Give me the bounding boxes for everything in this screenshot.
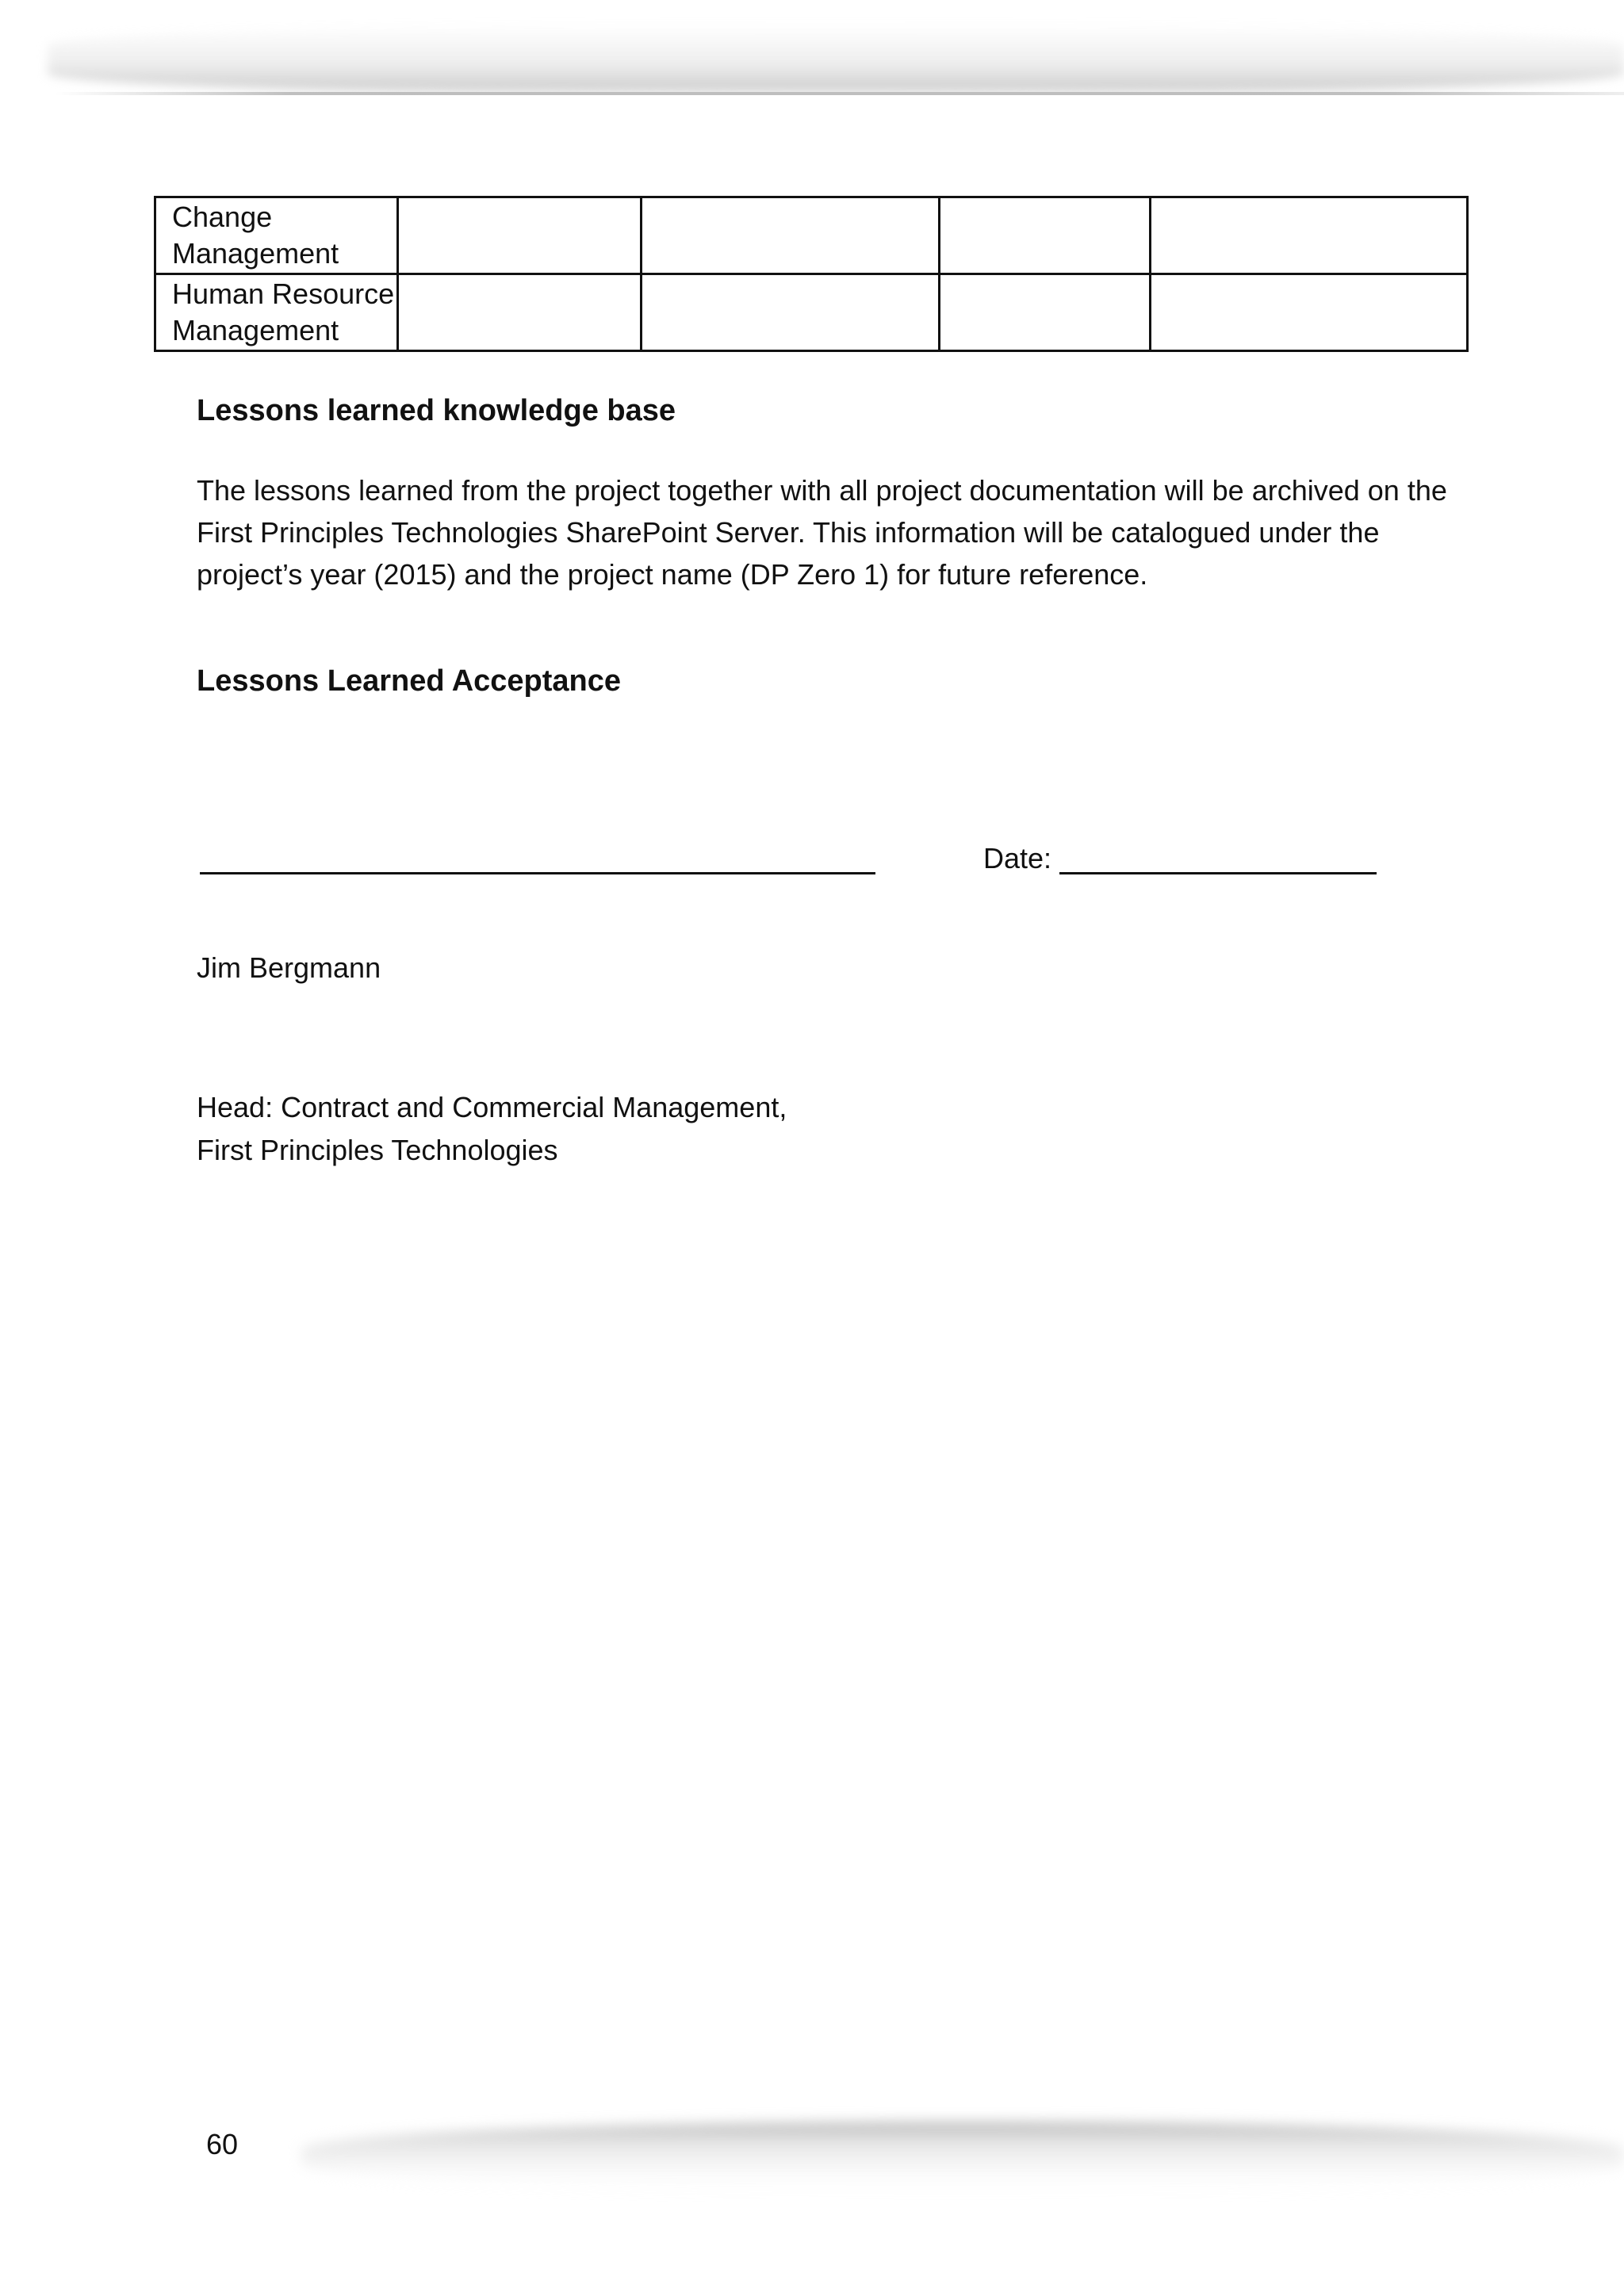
- table-row-label: Human Resource Management: [155, 274, 398, 351]
- page-top-edge: [56, 92, 1624, 95]
- lessons-table: [154, 196, 1469, 352]
- page-top-shadow: [48, 24, 1624, 95]
- signature-line: [200, 872, 875, 874]
- page-bottom-shadow: [301, 2122, 1624, 2193]
- table-cell: [940, 274, 1151, 351]
- page-number: 60: [206, 2128, 239, 2160]
- knowledge-base-heading: Lessons learned knowledge base: [197, 394, 676, 427]
- table-cell: [642, 197, 940, 274]
- acceptance-heading: Lessons Learned Acceptance: [197, 664, 622, 698]
- table-row-label: Change Management: [155, 197, 398, 274]
- table-cell: [940, 197, 1151, 274]
- table-row: [155, 274, 1468, 351]
- table-cell: [1151, 197, 1468, 274]
- table-cell: [1151, 274, 1468, 351]
- date-line: [1059, 872, 1377, 874]
- signatory-title: Head: Contract and Commercial Management,: [197, 1091, 787, 1123]
- signatory-name: Jim Bergmann: [197, 951, 381, 984]
- table-cell: [398, 274, 642, 351]
- table-row: [155, 197, 1468, 274]
- table-cell: [398, 197, 642, 274]
- knowledge-base-paragraph: The lessons learned from the project together with all project documentation will be archived on the First Principles Technologies SharePoint Server. This information will be catalogued under the project’s year (2015) and the project name (DP Zero 1) for future reference.: [197, 474, 1447, 591]
- date-label: Date:: [983, 842, 1052, 874]
- table-cell: [642, 274, 940, 351]
- signatory-organization: First Principles Technologies: [197, 1134, 558, 1166]
